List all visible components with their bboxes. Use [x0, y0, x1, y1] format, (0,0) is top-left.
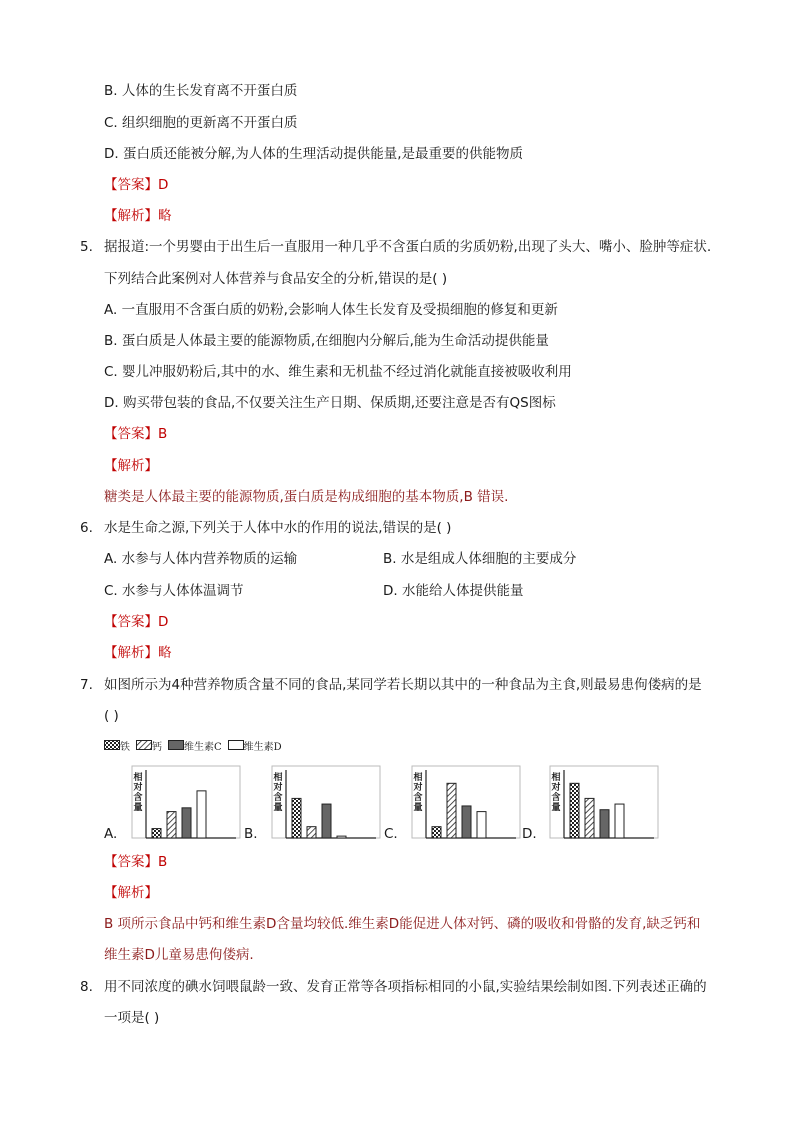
q4-analysis: 【解析】略 [104, 208, 172, 224]
chart-2-bar-vitamin-c [322, 804, 331, 838]
chart-3-bar-vitamin-d [477, 812, 486, 838]
chart-1-bar-vitamin-d [197, 791, 206, 838]
q4-answer: 【答案】D [104, 177, 169, 193]
legend-swatch-iron [104, 740, 120, 750]
legend-item-iron [104, 738, 130, 753]
q7-explanation-line1: B 项所示食品中钙和维生素D含量均较低.维生素D能促进人体对钙、磷的吸收和骨骼的发育,缺乏钙和 [104, 916, 701, 932]
chart-4-bar-vitamin-c [600, 810, 609, 838]
chart-4-bar-vitamin-d [615, 804, 624, 838]
q6-option-d: D. 水能给人体提供能量 [383, 583, 524, 599]
chart-1-ylabel-char: 量 [133, 803, 143, 813]
chart-1-bar-vitamin-c [182, 808, 191, 838]
chart-1-ylabel-char: 相 [133, 773, 143, 783]
chart-3-bar-calcium [447, 783, 456, 838]
chart-4-ylabel-char: 相 [551, 773, 561, 783]
chart-4-option-label: D. [522, 826, 537, 842]
q5-answer: 【答案】B [104, 426, 168, 442]
chart-2-ylabel-char: 相 [273, 773, 283, 783]
q7-explanation-line2: 维生素D儿童易患佝偻病. [104, 947, 254, 963]
q7-answer: 【答案】B [104, 854, 168, 870]
chart-legend [104, 738, 288, 752]
q5-number: 5. [80, 239, 93, 255]
chart-4-bar-calcium [585, 798, 594, 838]
chart-1-bar-calcium [167, 812, 176, 838]
chart-2-bar-vitamin-d [337, 836, 346, 838]
q6-option-a: A. 水参与人体内营养物质的运输 [104, 551, 298, 567]
q7-number: 7. [80, 677, 93, 693]
legend-label-vitamin-c: 维生素C [184, 741, 222, 753]
chart-1-ylabel-char: 对 [133, 783, 143, 793]
q4-option-d: D. 蛋白质还能被分解,为人体的生理活动提供能量,是最重要的供能物质 [104, 146, 524, 162]
chart-4-bar-iron [570, 783, 579, 838]
chart-4-ylabel-char: 对 [551, 783, 561, 793]
q7-stem: 如图所示为4种营养物质含量不同的食品,某同学若长期以其中的一种食品为主食,则最易患佝偻病的是 [104, 677, 702, 693]
legend-item-vitamin-c [168, 738, 222, 753]
legend-label-vitamin-d: 维生素D [243, 741, 282, 753]
q5-option-d: D. 购买带包装的食品,不仅要关注生产日期、保质期,还要注意是否有QS图标 [104, 395, 556, 411]
chart-2-ylabel-char: 含 [273, 793, 283, 803]
q5-explanation: 糖类是人体最主要的能源物质,蛋白质是构成细胞的基本物质,B 错误. [104, 489, 509, 505]
legend-swatch-vitamin-c [168, 740, 184, 750]
chart-2-bar-calcium [307, 827, 316, 838]
legend-swatch-calcium [136, 740, 152, 750]
q5-option-a: A. 一直服用不含蛋白质的奶粉,会影响人体生长发育及受损细胞的修复和更新 [104, 302, 558, 318]
chart-3-bar-iron [432, 827, 441, 838]
chart-2-svg [262, 762, 392, 862]
q6-analysis: 【解析】略 [104, 645, 172, 661]
q5-option-b: B. 蛋白质是人体最主要的能源物质,在细胞内分解后,能为生命活动提供能量 [104, 333, 549, 349]
q7-analysis: 【解析】 [104, 885, 158, 901]
q5-analysis: 【解析】 [104, 458, 158, 474]
chart-3-option-label: C. [384, 826, 398, 842]
chart-1-ylabel-char: 含 [133, 793, 143, 803]
legend-label-calcium: 钙 [152, 741, 162, 753]
nutrient-chart-figure [104, 738, 664, 848]
chart-1-option-label: A. [104, 826, 118, 842]
chart-2-bar-iron [292, 798, 301, 838]
legend-label-iron: 铁 [120, 741, 130, 753]
chart-2-ylabel-char: 对 [273, 783, 283, 793]
q6-option-b: B. 水是组成人体细胞的主要成分 [383, 551, 577, 567]
q6-option-c: C. 水参与人体体温调节 [104, 583, 244, 599]
q4-option-b: B. 人体的生长发育离不开蛋白质 [104, 83, 298, 99]
chart-3-bar-vitamin-c [462, 806, 471, 838]
chart-4-ylabel-char: 含 [551, 793, 561, 803]
chart-1-bar-iron [152, 829, 161, 838]
chart-3-ylabel-char: 含 [413, 793, 423, 803]
q5-stem-line1: 据报道:一个男婴由于出生后一直服用一种几乎不含蛋白质的劣质奶粉,出现了头大、嘴小、脸肿等症状. [104, 239, 712, 255]
q7-stem-line2: ( ) [104, 708, 119, 724]
legend-item-vitamin-d [228, 738, 282, 753]
chart-4-svg [540, 762, 670, 862]
legend-item-calcium [136, 738, 162, 753]
legend-swatch-vitamin-d [228, 740, 244, 750]
q6-answer: 【答案】D [104, 614, 169, 630]
chart-4-ylabel-char: 量 [551, 803, 561, 813]
chart-3-ylabel-char: 相 [413, 773, 423, 783]
q8-number: 8. [80, 979, 93, 995]
q8-stem-line1: 用不同浓度的碘水饲喂鼠龄一致、发育正常等各项指标相同的小鼠,实验结果绘制如图.下列表述正确的 [104, 979, 707, 995]
q5-option-c: C. 婴儿冲服奶粉后,其中的水、维生素和无机盐不经过消化就能直接被吸收利用 [104, 364, 572, 380]
q8-stem-line2: 一项是( ) [104, 1010, 160, 1026]
chart-3-svg [402, 762, 532, 862]
chart-3-ylabel-char: 量 [413, 803, 423, 813]
q4-option-c: C. 组织细胞的更新离不开蛋白质 [104, 115, 298, 131]
chart-2-ylabel-char: 量 [273, 803, 283, 813]
chart-3-ylabel-char: 对 [413, 783, 423, 793]
chart-2-option-label: B. [244, 826, 258, 842]
q5-stem-line2: 下列结合此案例对人体营养与食品安全的分析,错误的是( ) [104, 271, 448, 287]
chart-1-svg [122, 762, 252, 862]
q6-stem: 水是生命之源,下列关于人体中水的作用的说法,错误的是( ) [104, 520, 452, 536]
q6-number: 6. [80, 520, 93, 536]
